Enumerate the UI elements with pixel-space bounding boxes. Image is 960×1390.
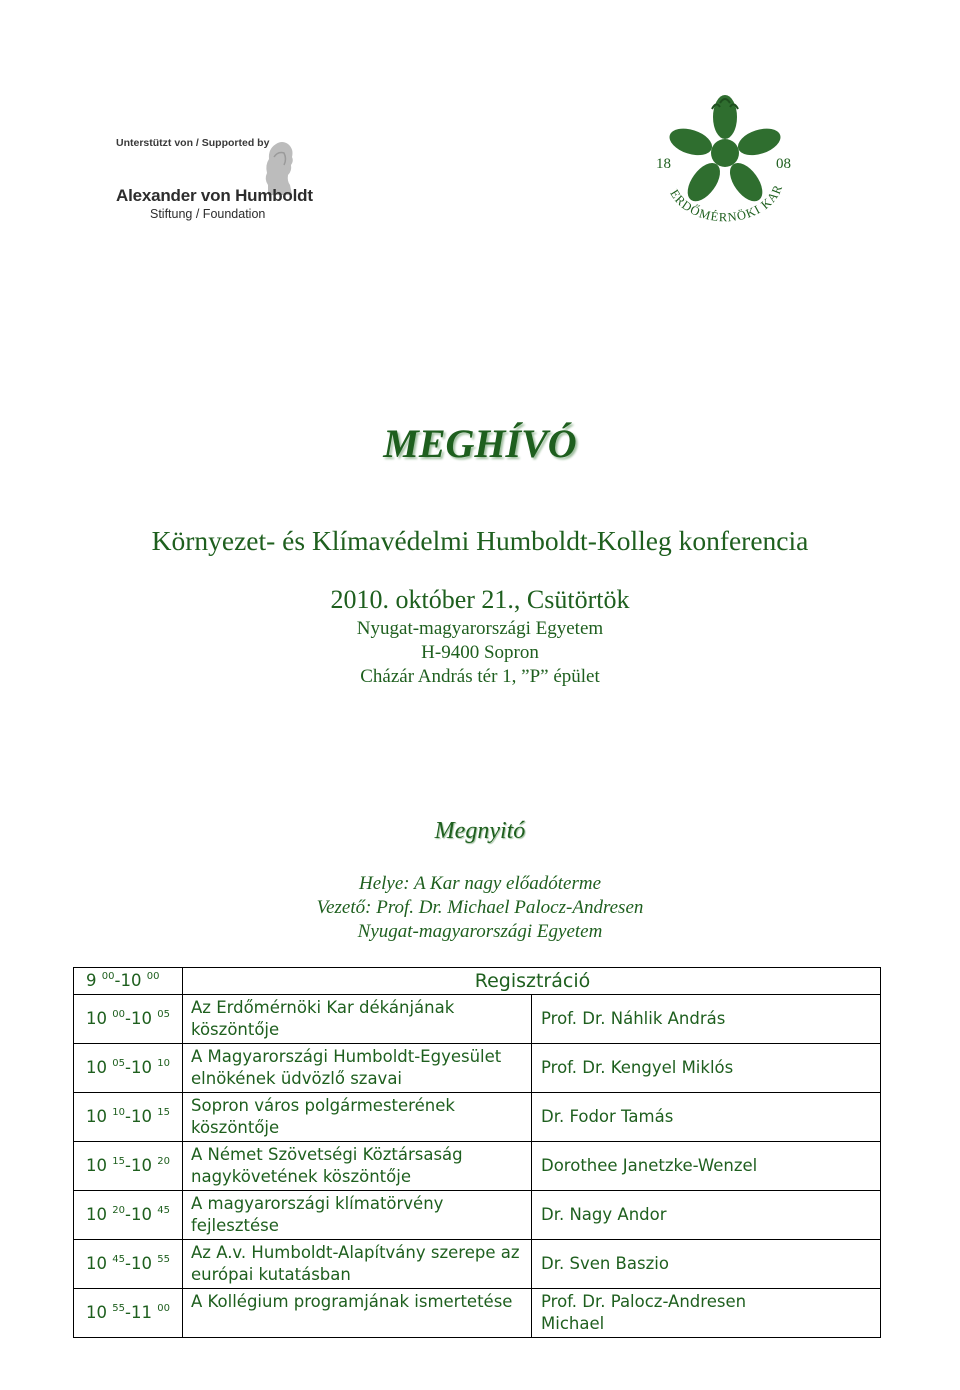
venue-line: Nyugat-magyarországi Egyetem	[356, 618, 604, 639]
schedule-row	[74, 995, 881, 1044]
time-cell: 10 $^{00}$-10 $^{05}$	[74, 995, 183, 1044]
humboldt-foundation-logo	[112, 130, 312, 225]
venue-line: H-9400 Sopron	[421, 642, 539, 663]
speaker-name: Dr. Nagy Andor	[532, 1191, 881, 1240]
opening-chair-affiliation: Nyugat-magyarországi Egyetem	[357, 921, 603, 942]
speaker-name: Prof. Dr. Palocz-Andresen Michael	[532, 1289, 881, 1338]
schedule-row	[74, 1289, 881, 1338]
year-left: 18	[656, 156, 671, 172]
year-right: 08	[776, 156, 791, 172]
schedule-row	[74, 1240, 881, 1289]
schedule-table	[73, 967, 881, 1338]
oak-leaf-icon	[666, 95, 784, 207]
opening-heading: Megnyitó	[434, 818, 526, 844]
humboldt-stiftung: Stiftung / Foundation	[150, 207, 266, 221]
time-cell: 10 $^{20}$-10 $^{45}$	[74, 1191, 183, 1240]
time-cell: 9 $^{00}$-10 $^{00}$	[74, 968, 183, 995]
talk-title: A magyarországi klímatörvény fejlesztése	[183, 1191, 532, 1240]
talk-title: Az A.v. Humboldt-Alapítvány szerepe az európai kutatásban	[183, 1240, 532, 1289]
talk-title: Sopron város polgármesterének köszöntője	[183, 1093, 532, 1142]
conference-title: Környezet- és Klímavédelmi Humboldt-Kolleg konferencia	[151, 525, 809, 556]
talk-title: A Magyarországi Humboldt-Egyesület elnökének üdvözlő szavai	[183, 1044, 532, 1093]
speaker-name: Dr. Fodor Tamás	[532, 1093, 881, 1142]
time-cell: 10 $^{05}$-10 $^{10}$	[74, 1044, 183, 1093]
schedule-row	[74, 1044, 881, 1093]
speaker-name: Prof. Dr. Náhlik András	[532, 995, 881, 1044]
invitation-title: MEGHÍVÓ	[383, 421, 577, 466]
time-cell: 10 $^{55}$-11 $^{00}$	[74, 1289, 183, 1338]
schedule-row	[74, 968, 881, 995]
supported-by-label: Unterstützt von / Supported by	[116, 137, 270, 149]
opening-chair: Vezető: Prof. Dr. Michael Palocz-Andresen	[316, 897, 644, 918]
faculty-emblem-logo	[650, 95, 800, 245]
speaker-name: Dorothee Janetzke-Wenzel	[532, 1142, 881, 1191]
faculty-ring-text: ERDŐMÉRNÖKI KAR	[667, 182, 786, 225]
talk-title: Az Erdőmérnöki Kar dékánjának köszöntője	[183, 995, 532, 1044]
time-cell: 10 $^{45}$-10 $^{55}$	[74, 1240, 183, 1289]
event-date: 2010. október 21., Csütörtök	[330, 585, 630, 614]
humboldt-name: Alexander von Humboldt	[116, 186, 313, 205]
schedule-row	[74, 1142, 881, 1191]
speaker-name: Dr. Sven Baszio	[532, 1240, 881, 1289]
registration-cell: Regisztráció	[183, 968, 881, 995]
time-cell: 10 $^{15}$-10 $^{20}$	[74, 1142, 183, 1191]
talk-title: A Német Szövetségi Köztársaság nagykövetének köszöntője	[183, 1142, 532, 1191]
speaker-name: Prof. Dr. Kengyel Miklós	[532, 1044, 881, 1093]
schedule-row	[74, 1093, 881, 1142]
time-cell: 10 $^{10}$-10 $^{15}$	[74, 1093, 183, 1142]
schedule-row	[74, 1191, 881, 1240]
talk-title: A Kollégium programjának ismertetése	[183, 1289, 532, 1338]
opening-location: Helye: A Kar nagy előadóterme	[358, 873, 602, 894]
venue-line: Cházár András tér 1, ”P” épület	[360, 666, 600, 687]
